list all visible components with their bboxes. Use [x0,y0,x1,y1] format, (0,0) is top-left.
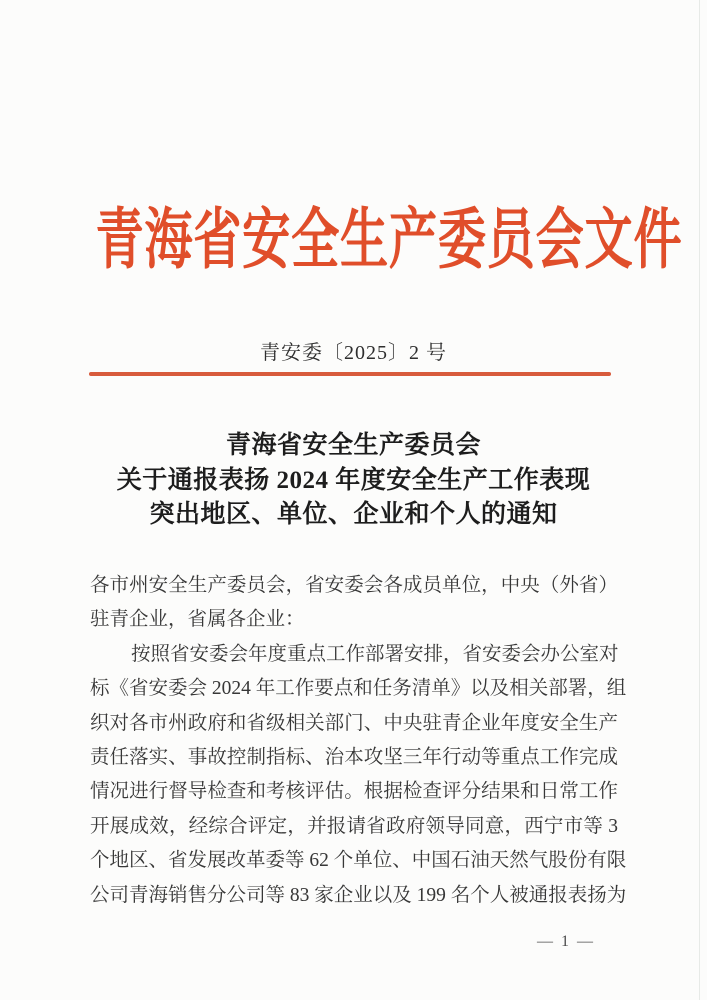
red-separator-line [89,372,611,376]
title-line-2: 关于通报表扬 2024 年度安全生产工作表现 [116,466,591,494]
document-body [90,569,627,913]
letterhead-title: 青海省安全生产委员会文件 [95,204,683,277]
title-line-3: 突出地区、单位、企业和个人的通知 [149,501,558,528]
body-line: 按照省安委会年度重点工作部署安排，省安委会办公室对 [130,643,619,665]
body-line: 开展成效，经综合评定，并报请省政府领导同意，西宁市等 3 [90,815,618,837]
document-number: 青安委〔2025〕2 号 [260,342,447,364]
body-line: 标《省安委会 2024 年工作要点和任务清单》以及相关部署，组 [90,678,627,700]
body-line: 公司青海销售分公司等 83 家企业以及 199 名个人被通报表扬为 [90,884,627,906]
body-line: 织对各市州政府和省级相关部门、中央驻青企业年度安全生产 [90,712,618,734]
page-number: — 1 — [537,933,595,950]
body-line: 驻青企业，省属各企业： [90,609,305,631]
document-title [0,429,707,533]
body-line: 责任落实、事故控制指标、治本攻坚三年行动等重点工作完成 [90,746,618,768]
body-line: 个地区、省发展改革委等 62 个单位、中国石油天然气股份有限 [90,850,627,872]
title-line-1: 青海省安全生产委员会 [225,432,481,459]
body-line: 各市州安全生产委员会，省安委会各成员单位，中央（外省） [90,575,618,596]
body-line: 情况进行督导检查和考核评估。根据检查评分结果和日常工作 [90,781,618,803]
